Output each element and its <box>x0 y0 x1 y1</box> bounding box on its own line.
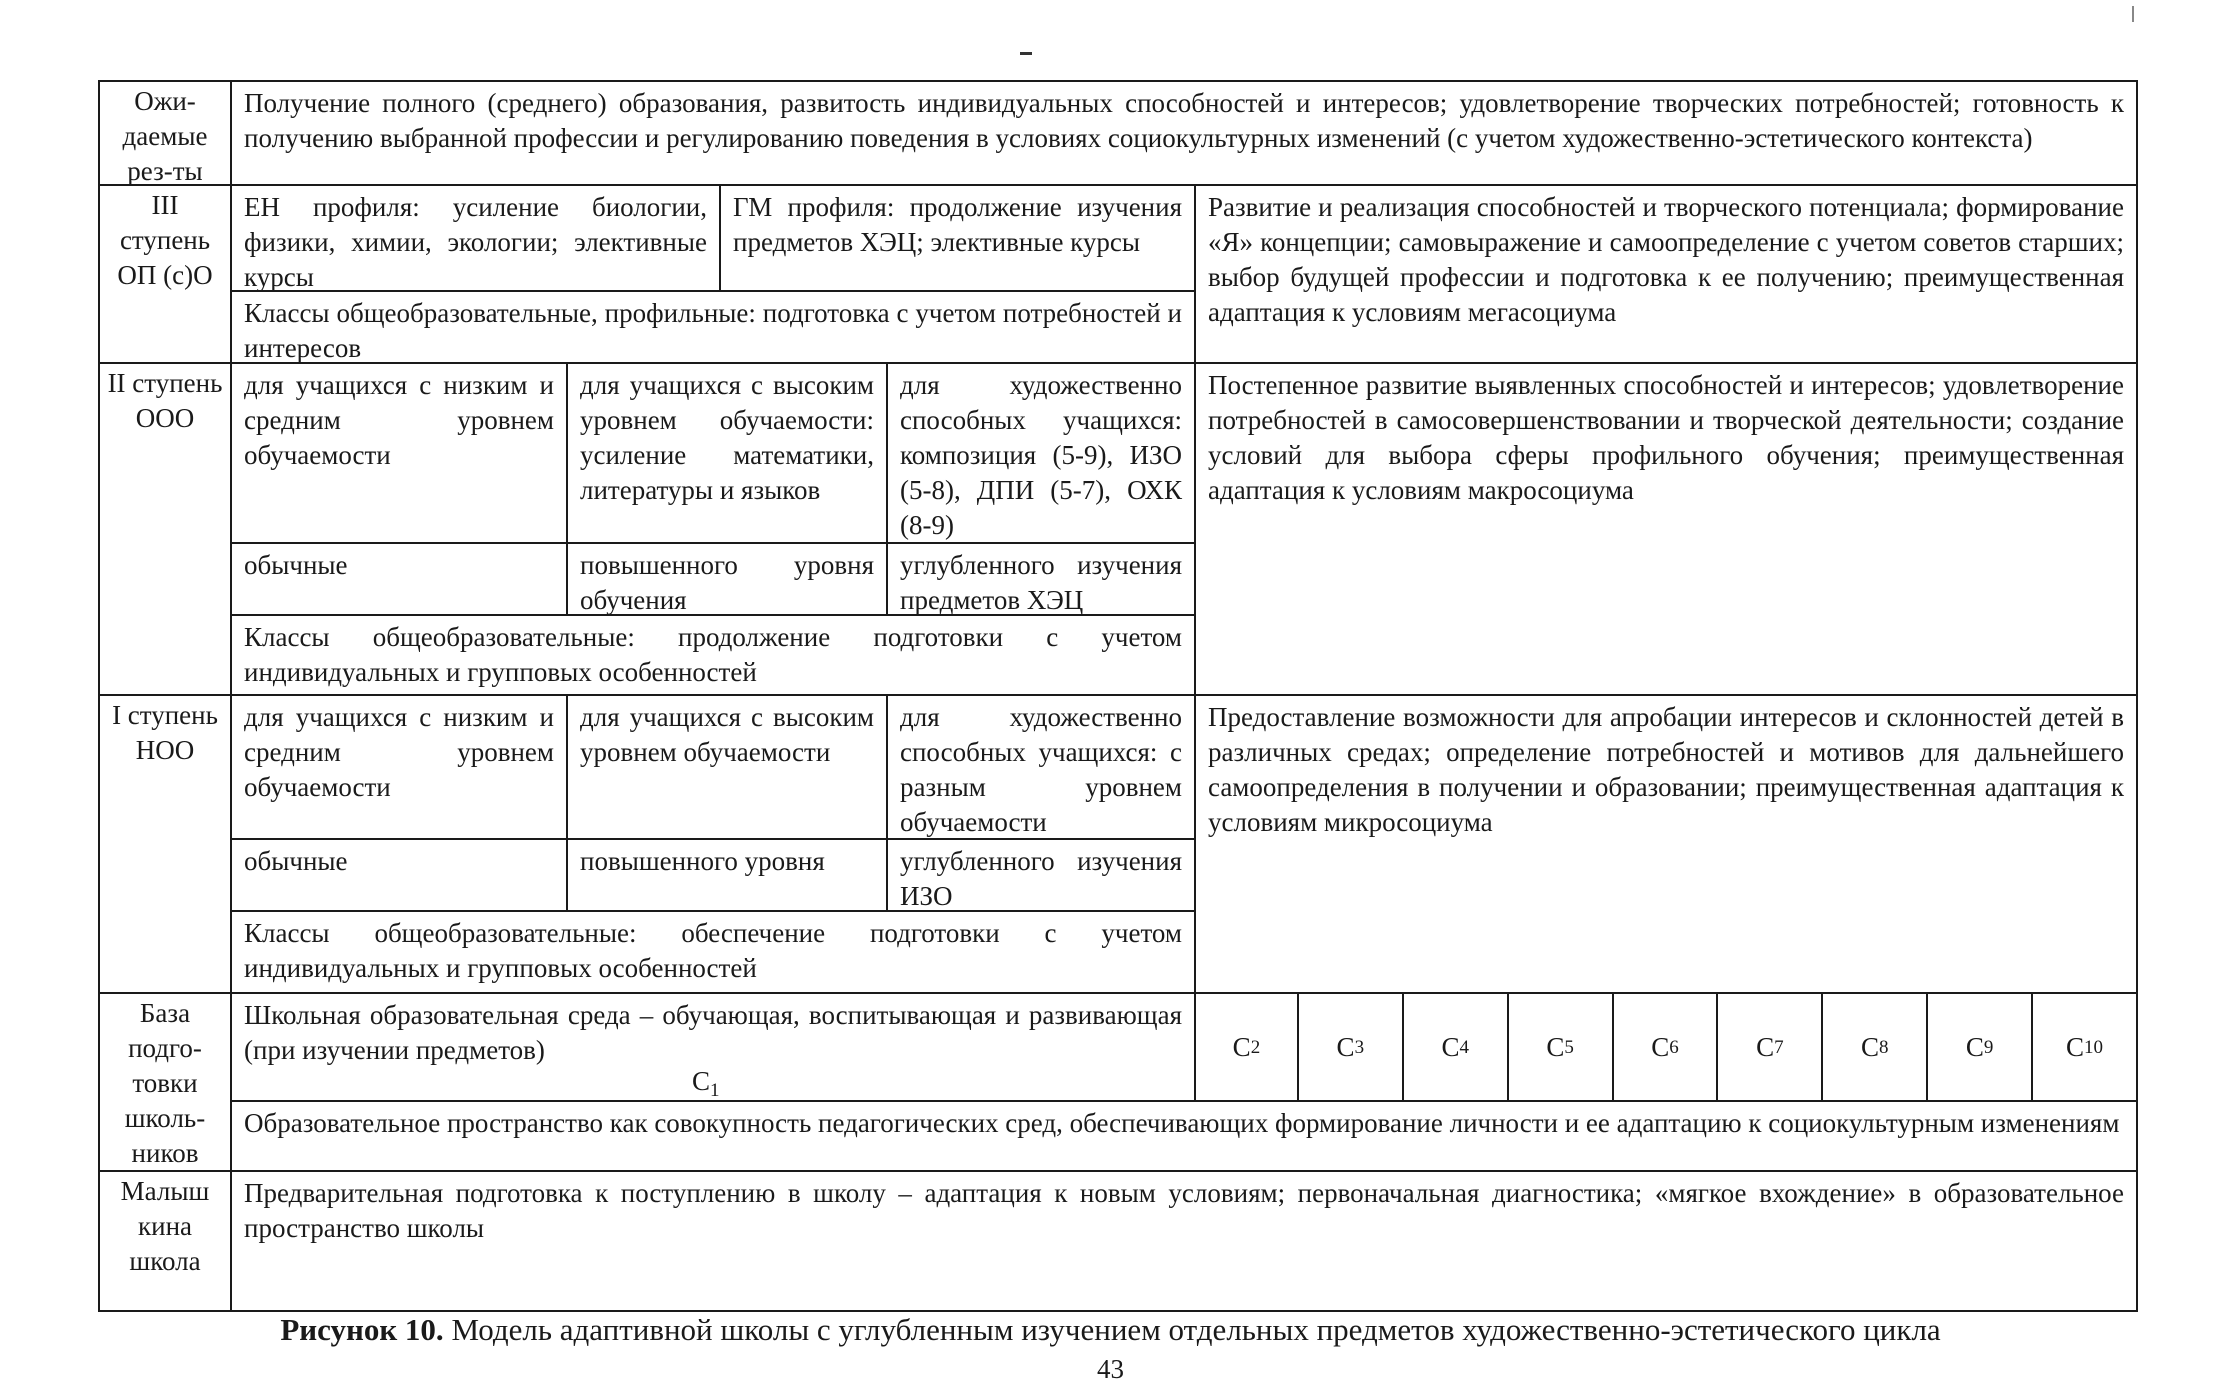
stage1-art-ability: для художественно способных учащихся: с разным уровнем обучаемости <box>886 694 1196 840</box>
environment-letter: C <box>1965 1031 1984 1062</box>
stage3-gm-profile: ГМ профиля: продолжение изучения предметов ХЭЦ; элективные курсы <box>719 184 1196 292</box>
environment-cell <box>1297 992 1404 1102</box>
stage1-result: Предоставление возможности для апробации интересов и склонностей детей в различных средах; определение потребностей и мотивов для дальнейшего самоопределения в получении и образовании; преимущественная адаптация к условиям микросоциума <box>1194 694 2138 994</box>
environment-cell <box>1612 992 1719 1102</box>
preschool-text: Предварительная подготовка к поступлению в школу – адаптация к новым условиям; первоначальная диагностика; «мягкое вхождение» в образовательное пространство школы <box>230 1170 2138 1312</box>
environment-index: 9 <box>1983 1036 1994 1058</box>
environment-letter: C <box>1336 1031 1355 1062</box>
stage1-header: I ступень НОО <box>98 694 232 994</box>
school-environment <box>230 992 1196 1102</box>
stage2-deep-study: углубленного изучения предметов ХЭЦ <box>886 542 1196 616</box>
stage3-classes: Классы общеобразовательные, профильные: подготовка с учетом потребностей и интересов <box>230 290 1196 364</box>
environment-cell <box>1926 992 2033 1102</box>
environment-letter: C <box>1546 1031 1565 1062</box>
stage2-advanced: повышенного уровня обучения <box>566 542 888 616</box>
environment-letter: C <box>1232 1031 1251 1062</box>
scan-mark <box>1020 52 1032 55</box>
environment-cell <box>1402 992 1509 1102</box>
environment-cell <box>2031 992 2138 1102</box>
preschool-header: Малыш кина школа <box>98 1170 232 1312</box>
environment-index: 6 <box>1669 1036 1679 1058</box>
environment-letter: C <box>1651 1031 1670 1062</box>
environment-letter: C <box>2066 1031 2085 1062</box>
stage1-advanced: повышенного уровня <box>566 838 888 912</box>
environment-index: 5 <box>1564 1036 1574 1058</box>
environment-cell <box>1507 992 1614 1102</box>
environment-cell <box>1716 992 1823 1102</box>
environment-index: 4 <box>1459 1036 1469 1058</box>
stage2-ordinary: обычные <box>230 542 568 616</box>
stage1-deep-study: углубленного изучения ИЗО <box>886 838 1196 912</box>
environment-index: 2 <box>1250 1036 1261 1058</box>
environment-letter: C <box>1756 1031 1775 1062</box>
figure-caption-text: Модель адаптивной школы с углубленным изучением отдельных предметов художественно-эстетического цикла <box>443 1312 1941 1347</box>
environment-index: 10 <box>2084 1036 2104 1058</box>
stage1-high-ability: для учащихся с высоким уровнем обучаемости <box>566 694 888 840</box>
page-number: 43 <box>1097 1354 1124 1384</box>
environment-letter: C <box>1441 1031 1460 1062</box>
educational-space: Образовательное пространство как совокупность педагогических сред, обеспечивающих формирование личности и ее адаптацию к социокультурным изменениям <box>230 1100 2138 1172</box>
stage2-classes: Классы общеобразовательные: продолжение подготовки с учетом индивидуальных и групповых особенностей <box>230 614 1196 696</box>
stage3-result: Развитие и реализация способностей и творческого потенциала; формирование «Я» концепции; самовыражение и самоопределение с учетом советов старших; выбор будущей профессии и подготовка к ее получению; преимущественная адаптация к условиям мегасоциума <box>1194 184 2138 364</box>
stage2-header: II ступень ООО <box>98 362 232 696</box>
environment-cell <box>1194 992 1299 1102</box>
scan-edge-mark <box>2132 6 2134 22</box>
stage2-art-ability: для художественно способных учащихся: композиция (5-9), ИЗО (5-8), ДПИ (5-7), ОХК (8-9) <box>886 362 1196 544</box>
environment-index: 3 <box>1354 1036 1365 1058</box>
environment-c1: $C_1$ <box>692 1066 720 1101</box>
stage2-high-ability: для учащихся с высоким уровнем обучаемости: усиление математики, литературы и языков <box>566 362 888 544</box>
environment-letter: C <box>1861 1031 1880 1062</box>
figure-caption <box>0 1312 2221 1348</box>
environment-index: 7 <box>1774 1036 1784 1058</box>
stage3-en-profile: ЕН профиля: усиление биологии, физики, химии, экологии; элективные курсы <box>230 184 721 292</box>
stage1-classes: Классы общеобразовательные: обеспечение подготовки с учетом индивидуальных и групповых особенностей <box>230 910 1196 994</box>
expected-results-header: Ожи-даемые рез-ты <box>98 80 232 186</box>
environment-index: 8 <box>1879 1036 1889 1058</box>
expected-results-text: Получение полного (среднего) образования, развитость индивидуальных способностей и интересов; удовлетворение творческих потребностей; готовность к получению выбранной профессии и регулированию поведения в условиях социокультурных изменений (с учетом художественно-эстетического контекста) <box>230 80 2138 186</box>
stage1-ordinary: обычные <box>230 838 568 912</box>
school-model-table <box>98 80 2138 1312</box>
environment-cell <box>1821 992 1928 1102</box>
school-environment-text: Школьная образовательная среда – обучающая, воспитывающая и развивающая (при изучении предметов) <box>244 1000 1182 1065</box>
stage2-result: Постепенное развитие выявленных способностей и интересов; удовлетворение потребностей в самосовершенствовании и творческой деятельности; создание условий для выбора сферы профильного обучения; преимущественная адаптация к условиям макросоциума <box>1194 362 2138 696</box>
stage3-header: III ступень ОП (с)О <box>98 184 232 364</box>
base-header: База подго-товки школь-ников <box>98 992 232 1172</box>
figure-label: Рисунок 10. <box>280 1312 444 1347</box>
stage2-low-ability: для учащихся с низким и средним уровнем обучаемости <box>230 362 568 544</box>
stage1-low-ability: для учащихся с низким и средним уровнем обучаемости <box>230 694 568 840</box>
